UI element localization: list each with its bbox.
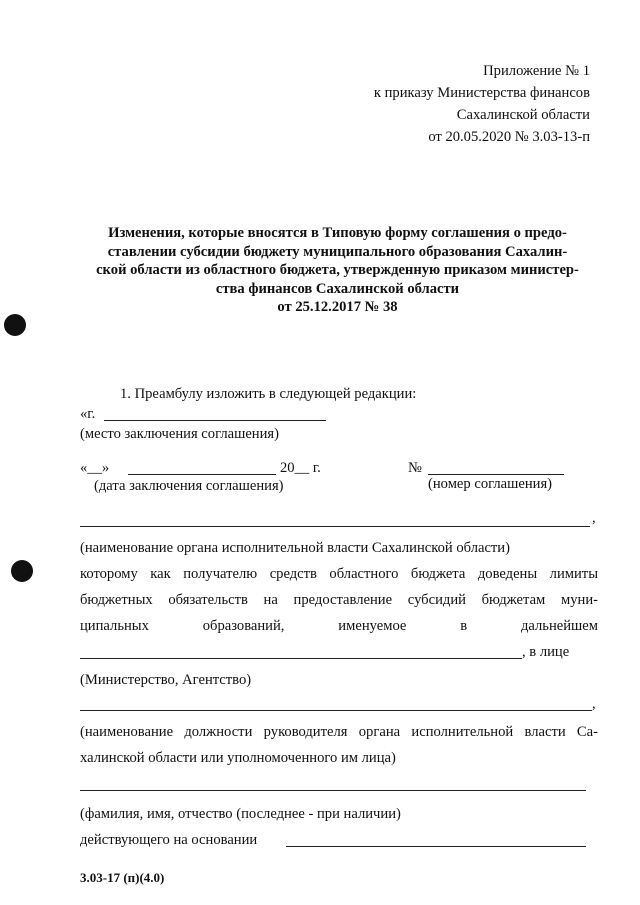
- ministry-caption: (Министерство, Агентство): [80, 672, 252, 688]
- position-field[interactable]: [80, 710, 592, 711]
- in-person-text: , в лице: [522, 644, 570, 660]
- title-line: ставлении субсидии бюджету муниципального образования Сахалин-: [107, 243, 568, 260]
- basis-field[interactable]: [286, 846, 586, 847]
- order-reference: к приказу Министерства финансов: [373, 85, 590, 101]
- date-month-field[interactable]: [128, 474, 276, 475]
- appendix-header: [374, 60, 590, 148]
- organ-name-field[interactable]: [80, 526, 590, 527]
- number-caption: (номер соглашения): [428, 476, 553, 492]
- obligations-line: бюджетных обязательств на предоставление субсидий бюджетам муни-: [80, 592, 598, 608]
- title-line: от 25.12.2017 № 38: [277, 299, 398, 315]
- title-line: ской области из областного бюджета, утвержденную приказом министер-: [96, 262, 579, 278]
- agreement-number-field[interactable]: [428, 474, 564, 475]
- document-title: [80, 224, 595, 317]
- fio-field[interactable]: [80, 790, 586, 791]
- place-caption: (место заключения соглашения): [80, 426, 279, 442]
- position-caption-line2: халинской области или уполномоченного им лица): [80, 750, 396, 766]
- appendix-number: Приложение № 1: [483, 63, 590, 79]
- acting-basis-text: действующего на основании: [80, 832, 258, 848]
- organ-caption: (наименование органа исполнительной власти Сахалинской области): [80, 540, 510, 556]
- punch-hole-bottom: [11, 560, 33, 582]
- form-code: 3.03-17 (п)(4.0): [80, 870, 165, 885]
- recipient-line: которому как получателю средств областного бюджета доведены лимиты: [80, 566, 598, 582]
- comma: ,: [592, 696, 596, 712]
- title-line: Изменения, которые вносятся в Типовую форму соглашения о предо-: [108, 225, 567, 241]
- day-prefix: «__»: [80, 460, 110, 476]
- year-prefix: 20__ г.: [280, 460, 321, 476]
- title-line: ства финансов Сахалинской области: [215, 280, 460, 297]
- punch-hole-top: [4, 314, 26, 336]
- date-caption: (дата заключения соглашения): [94, 478, 284, 494]
- region-name: Сахалинской области: [456, 107, 590, 123]
- item-1-heading: 1. Преамбулу изложить в следующей редакции:: [120, 386, 417, 402]
- city-prefix: «г.: [80, 406, 96, 422]
- municipal-line: ципальных образований, именуемое в дальнейшем: [80, 618, 598, 634]
- fio-caption: (фамилия, имя, отчество (последнее - при наличии): [80, 806, 401, 822]
- number-sign: №: [408, 460, 422, 476]
- ministry-field[interactable]: [80, 658, 522, 659]
- city-field[interactable]: [104, 420, 326, 421]
- position-caption-line1: (наименование должности руководителя органа исполнительной власти Са-: [80, 724, 598, 740]
- order-date: от 20.05.2020 № 3.03-13-п: [428, 129, 590, 145]
- comma: ,: [592, 510, 596, 526]
